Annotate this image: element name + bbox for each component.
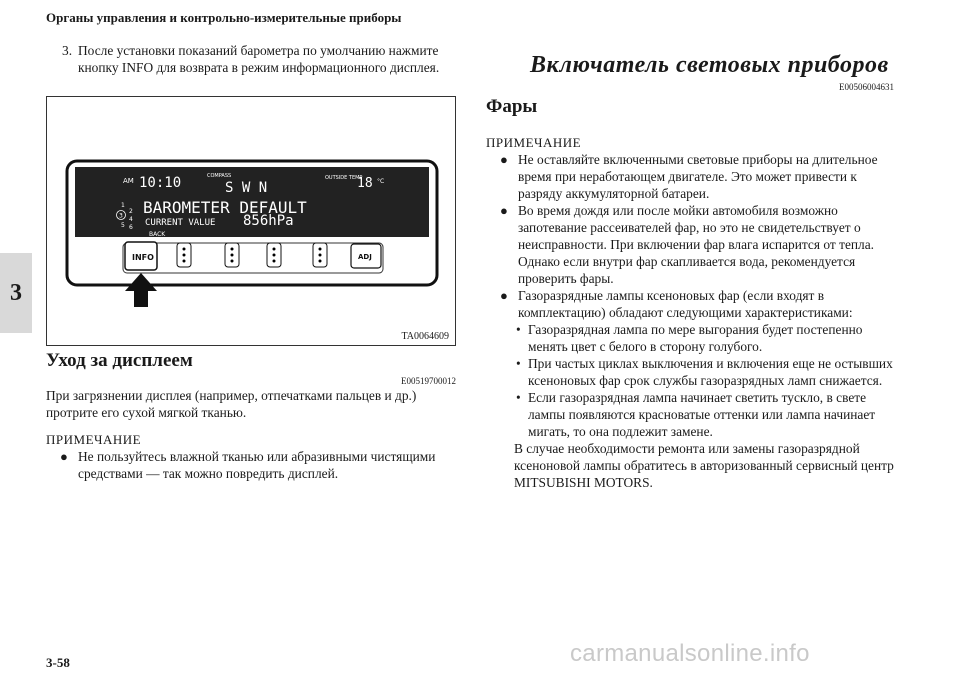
note-bullet-1 <box>486 151 904 202</box>
note-bullet-2 <box>486 202 904 287</box>
am-label: AM <box>123 177 134 185</box>
temp-unit: °C <box>377 178 385 185</box>
sub-item-2-text: При частых циклах выключения и включения еще не остывших ксеноновых фар срок службы газоразрядных ламп снижается. <box>528 356 893 388</box>
side-number-4: 4 <box>129 216 133 223</box>
service-paragraph: В случае необходимости ремонта или замены газоразрядной ксеноновой лампы обратитесь в авторизованный сервисный центр MITSUBISHI MOTORS. <box>514 441 894 490</box>
care-note-text: Не пользуйтесь влажной тканью или абразивными чистящими средствами — так можно повредить дисплей. <box>78 449 436 481</box>
small-bullet-icon: • <box>516 322 521 337</box>
channel-digit: 3 <box>119 212 123 220</box>
headlights-note-label: ПРИМЕЧАНИЕ <box>486 135 582 150</box>
note-bullet-3-text: Газоразрядные лампы ксеноновых фар (если входят в комплектацию) обладают следующими характеристиками: <box>518 288 853 320</box>
section-title: Включатель световых приборов <box>530 52 889 78</box>
sub-item-1-text: Газоразрядная лампа по мере выгорания будет постепенно менять цвет с белого в сторону голубого. <box>528 322 863 354</box>
function-button-3[interactable] <box>267 243 281 267</box>
bullet-icon: ● <box>500 203 508 218</box>
side-number-6: 6 <box>129 224 133 231</box>
compass-label: COMPASS <box>207 173 232 179</box>
care-text: При загрязнении дисплея (например, отпечатками пальцев и др.) протрите его сухой мягкой тканью. <box>46 388 417 420</box>
sub-item-3 <box>486 389 904 440</box>
info-button-label: INFO <box>132 253 154 262</box>
note-bullet-3 <box>486 287 904 321</box>
compass-heading: S W N <box>225 180 268 196</box>
step-text: После установки показаний барометра по умолчанию нажмите кнопку INFO для возврата в режим информационного дисплея. <box>78 43 440 75</box>
chapter-tab: 3 <box>0 253 32 333</box>
bullet-icon: ● <box>500 152 508 167</box>
note-bullet-2-text: Во время дождя или после мойки автомобиля возможно запотевание рассеивателей фар, но это не свидетельствует о неисправности. При включении фар влага испарится от тепла. Однако если внутри фар скапливается вода, рекомендуется проверить фары. <box>518 203 875 286</box>
outside-temp-label: OUTSIDE TEMP <box>325 175 363 181</box>
page-number: 3-58 <box>46 655 70 670</box>
section-code: E00506004631 <box>839 82 894 92</box>
side-number-2: 2 <box>129 208 133 215</box>
sub-item-2 <box>486 355 904 389</box>
function-button-2[interactable] <box>225 243 239 267</box>
note-bullet-1-text: Не оставляйте включенными световые приборы на длительное время при неработающем двигателе. Это может привести к разряду аккумуляторной батареи. <box>518 152 878 201</box>
sub-item-1 <box>486 321 904 355</box>
clock-time: 10:10 <box>139 175 182 191</box>
display-line-2-label: CURRENT VALUE <box>145 218 216 228</box>
display-line-1: BAROMETER DEFAULT <box>143 198 307 217</box>
function-button-1[interactable] <box>177 243 191 267</box>
adj-button-label: ADJ <box>358 253 372 261</box>
back-label: BACK <box>149 231 166 238</box>
small-bullet-icon: • <box>516 390 521 405</box>
sub-item-3-text: Если газоразрядная лампа начинает светить тускло, в свете лампы появляются красноватые оттенки или лампа начинает мигать, то она подлежит замене. <box>528 390 876 439</box>
side-number-5: 5 <box>121 222 125 229</box>
small-bullet-icon: • <box>516 356 521 371</box>
care-title: Уход за дисплеем <box>46 350 193 371</box>
step-3 <box>62 42 454 76</box>
display-figure <box>46 96 456 346</box>
care-note <box>46 448 488 482</box>
bullet-icon: ● <box>500 288 508 303</box>
care-note-label: ПРИМЕЧАНИЕ <box>46 432 142 447</box>
headlights-title: Фары <box>486 96 538 117</box>
bullet-icon: ● <box>60 449 68 464</box>
display-illustration <box>47 97 455 345</box>
function-button-4[interactable] <box>313 243 327 267</box>
display-line-2-value: 856hPa <box>243 213 294 229</box>
watermark: carmanualsonline.info <box>570 640 810 667</box>
headlights-note-list <box>486 151 904 491</box>
figure-code: TA0064609 <box>401 331 449 342</box>
care-code: E00519700012 <box>401 376 456 386</box>
temperature: 18 <box>357 176 373 191</box>
side-number-1: 1 <box>121 202 125 209</box>
page-header: Органы управления и контрольно-измерительные приборы <box>46 10 402 25</box>
step-number: 3. <box>62 43 73 58</box>
